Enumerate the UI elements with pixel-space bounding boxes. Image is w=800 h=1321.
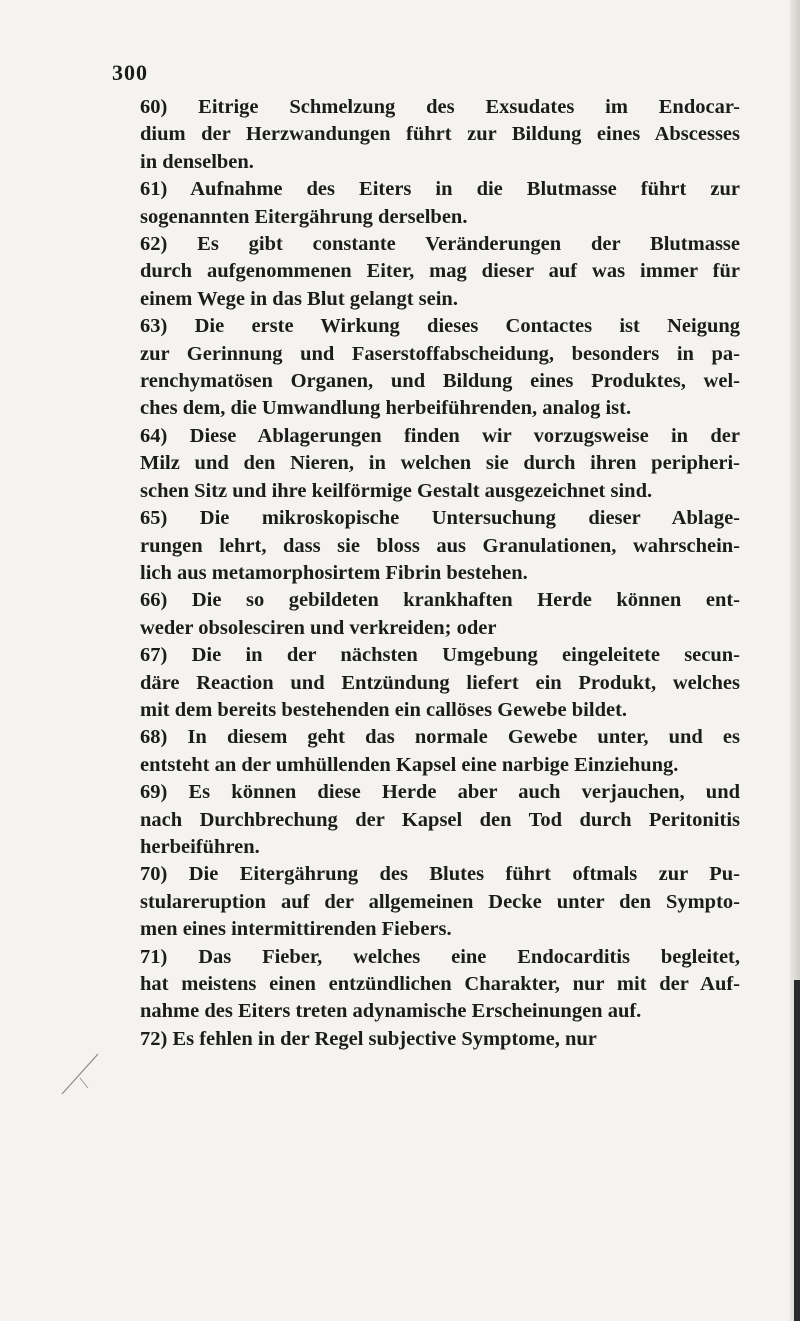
paragraph: [112, 505, 740, 587]
text-line: [112, 670, 740, 697]
paragraph: [112, 313, 740, 423]
text-line: [112, 807, 740, 834]
text-block: [112, 94, 740, 1053]
text-line: [112, 916, 740, 943]
text-line: [112, 94, 740, 121]
line-text: durch aufgenommenen Eiter, mag dieser auf was immer für: [140, 260, 740, 283]
paragraph-number: 65): [140, 507, 168, 530]
text-line: [112, 533, 740, 560]
text-line: [112, 505, 740, 532]
text-line: [112, 149, 740, 176]
text-line: [112, 258, 740, 285]
page-edge-shadow: [794, 980, 800, 1321]
paragraph-number: 70): [140, 863, 168, 886]
paragraph-number: 69): [140, 781, 168, 804]
text-line: [112, 478, 740, 505]
paragraph-number: 71): [140, 945, 168, 968]
line-text: Das Fieber, welches eine Endocarditis begleitet,: [198, 945, 740, 968]
text-line: [112, 395, 740, 422]
paragraph: [112, 176, 740, 231]
line-text: däre Reaction und Entzündung liefert ein Produkt, welches: [140, 671, 740, 694]
text-line: [112, 341, 740, 368]
line-text: in denselben.: [140, 150, 254, 173]
text-line: [112, 231, 740, 258]
paragraph: [112, 779, 740, 861]
text-line: [112, 587, 740, 614]
line-text: schen Sitz und ihre keilförmige Gestalt ausgezeichnet sind.: [140, 479, 653, 502]
line-text: men eines intermittirenden Fiebers.: [140, 918, 452, 941]
text-line: [112, 642, 740, 669]
line-text: rungen lehrt, dass sie bloss aus Granulationen, wahrschein-: [140, 534, 740, 557]
text-line: [112, 204, 740, 231]
paragraph-number: 68): [140, 726, 168, 749]
pencil-mark: [58, 1048, 102, 1096]
text-line: [112, 998, 740, 1025]
text-line: [112, 121, 740, 148]
line-text: nahme des Eiters treten adynamische Erscheinungen auf.: [140, 1000, 642, 1023]
paragraph: [112, 861, 740, 943]
text-line: [112, 724, 740, 751]
line-text: renchymatösen Organen, und Bildung eines Produktes, wel-: [140, 370, 740, 393]
line-text: Milz und den Nieren, in welchen sie durch ihren peripheri-: [140, 452, 740, 475]
paragraph: [112, 423, 740, 505]
line-text: herbeiführen.: [140, 835, 260, 858]
line-text: Es fehlen in der Regel subjective Symptome, nur: [172, 1027, 597, 1050]
line-text: Die mikroskopische Untersuchung dieser Ablage-: [199, 507, 740, 530]
text-line: [112, 889, 740, 916]
line-text: Die in der nächsten Umgebung eingeleitete secun-: [191, 644, 740, 667]
line-text: Die Eitergährung des Blutes führt oftmals zur Pu-: [188, 863, 741, 886]
paragraph-number: 63): [140, 315, 168, 338]
paragraph: [112, 94, 740, 176]
paragraph-number: 72): [140, 1027, 168, 1050]
paragraph-number: 60): [140, 96, 168, 118]
line-text: Es gibt constante Veränderungen der Blutmasse: [197, 233, 740, 256]
line-text: hat meistens einen entzündlichen Charakter, nur mit der Auf-: [140, 973, 740, 995]
text-line: [112, 176, 740, 203]
text-line: [112, 944, 740, 971]
line-text: Diese Ablagerungen finden wir vorzugsweise in der: [189, 424, 741, 447]
line-text: mit dem bereits bestehenden ein callöses Gewebe bildet.: [140, 698, 628, 721]
paragraph-number: 67): [140, 644, 168, 667]
text-line: [112, 861, 740, 888]
line-text: Eitrige Schmelzung des Exsudates im Endocar-: [198, 96, 740, 118]
text-line: [112, 368, 740, 395]
line-text: Es können diese Herde aber auch verjauchen, und: [188, 781, 741, 804]
text-line: [112, 450, 740, 477]
line-text: Die erste Wirkung dieses Contactes ist Neigung: [194, 315, 740, 338]
paragraph: [112, 642, 740, 724]
text-line: [112, 697, 740, 724]
line-text: weder obsolesciren und verkreiden; oder: [140, 616, 497, 639]
line-text: zur Gerinnung und Faserstoffabscheidung, besonders in pa-: [140, 342, 740, 365]
text-line: [112, 779, 740, 806]
line-text: dium der Herzwandungen führt zur Bildung eines Abscesses: [140, 123, 740, 146]
line-text: sogenannten Eitergährung derselben.: [140, 205, 468, 228]
paragraph-number: 66): [140, 589, 168, 612]
line-text: lich aus metamorphosirtem Fibrin bestehen.: [140, 561, 528, 584]
paragraph: [112, 944, 740, 1026]
line-text: In diesem geht das normale Gewebe unter, und es: [187, 726, 740, 749]
paragraph-number: 61): [140, 178, 168, 201]
text-line: [112, 560, 740, 587]
paragraph: [112, 587, 740, 642]
text-line: [112, 423, 740, 450]
paragraph-number: 62): [140, 233, 168, 256]
line-text: ches dem, die Umwandlung herbeiführenden, analog ist.: [140, 397, 632, 420]
line-text: Die so gebildeten krankhaften Herde können ent-: [191, 589, 741, 612]
page-number: 300: [112, 60, 148, 85]
text-line: [112, 834, 740, 861]
text-line: [112, 286, 740, 313]
text-line: [112, 615, 740, 642]
text-line: [112, 313, 740, 340]
line-text: einem Wege in das Blut gelangt sein.: [140, 287, 458, 310]
line-text: Aufnahme des Eiters in die Blutmasse führt zur: [190, 178, 740, 201]
line-text: nach Durchbrechung der Kapsel den Tod durch Peritonitis: [140, 808, 740, 831]
text-line: [112, 752, 740, 779]
paragraph: [112, 724, 740, 779]
text-line: [112, 1026, 740, 1053]
text-line: [112, 971, 740, 998]
paragraph-number: 64): [140, 424, 168, 447]
line-text: entsteht an der umhüllenden Kapsel eine narbige Einziehung.: [140, 753, 679, 776]
paragraph: [112, 231, 740, 313]
line-text: stulareruption auf der allgemeinen Decke unter den Sympto-: [140, 890, 740, 913]
paragraph: [112, 1026, 740, 1053]
